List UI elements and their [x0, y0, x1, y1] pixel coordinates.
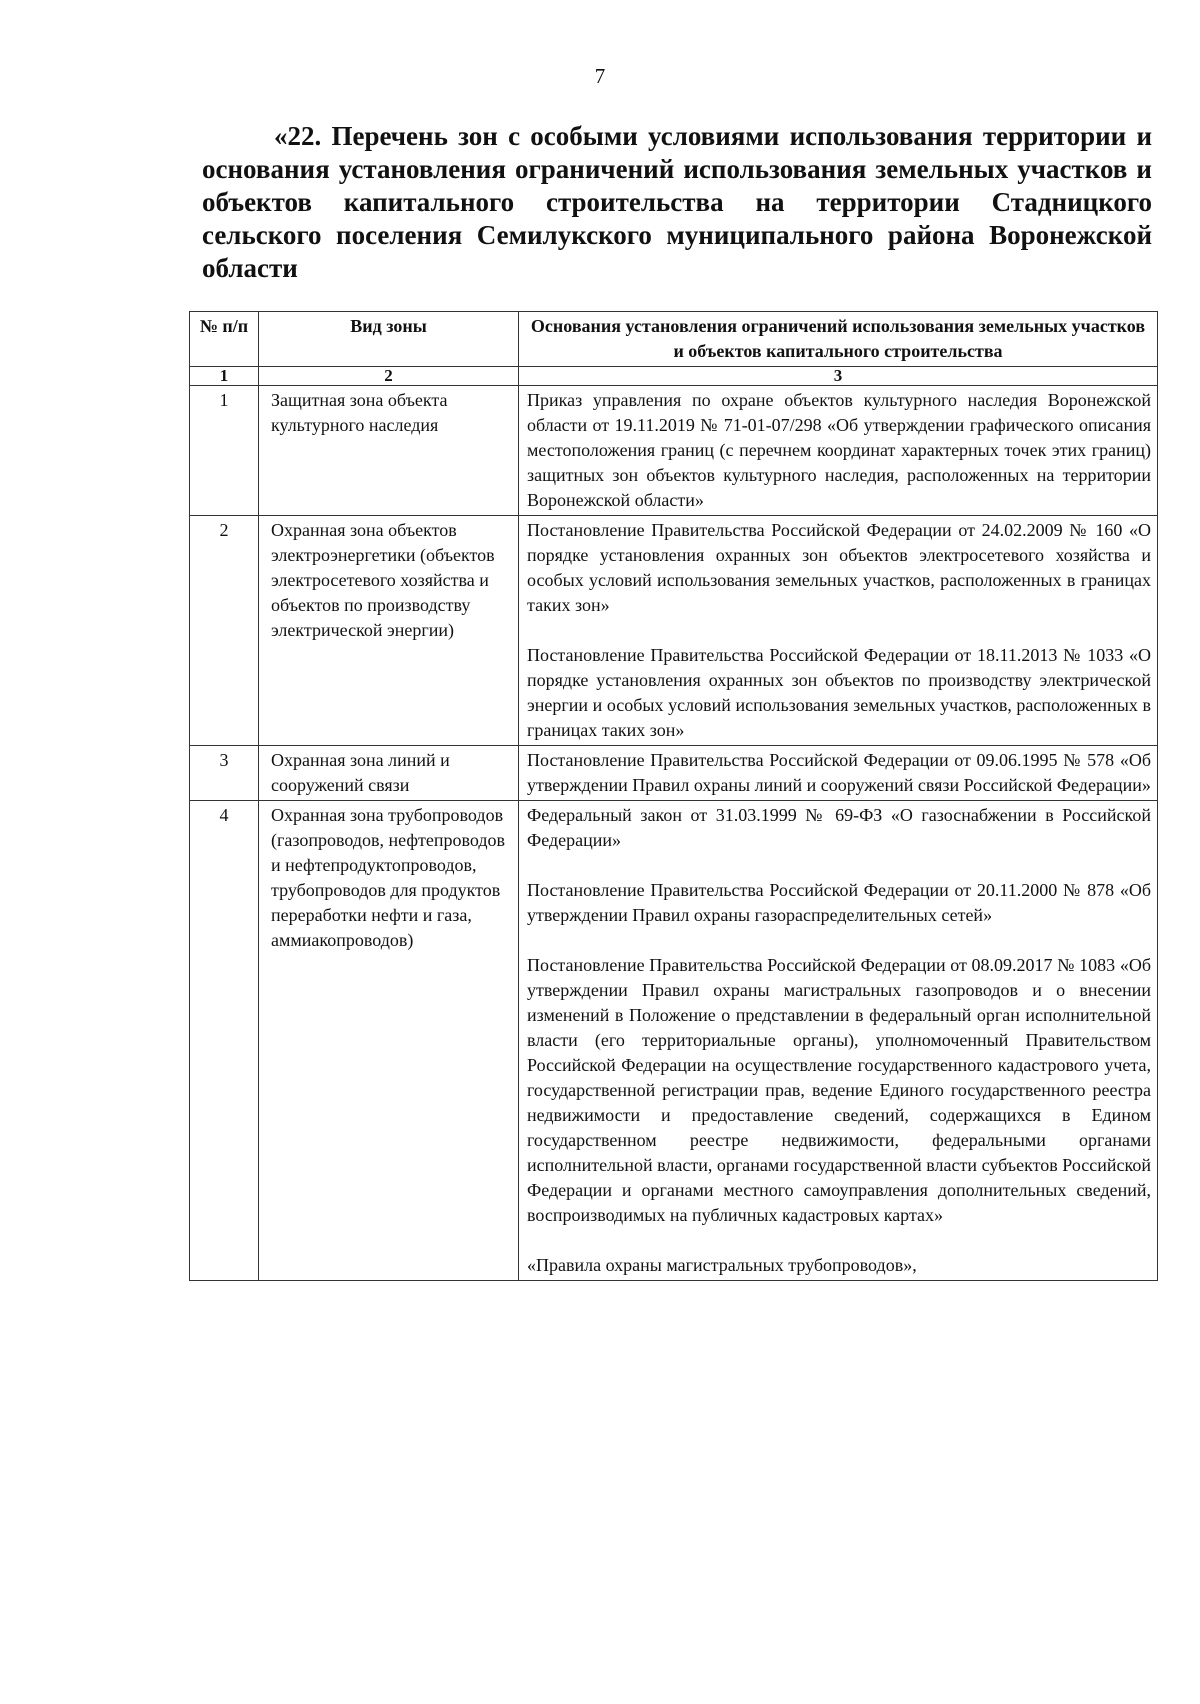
zone-basis	[519, 746, 1158, 801]
header-number: № п/п	[190, 312, 259, 367]
zone-type: Защитная зона объекта культурного наследия	[259, 386, 519, 516]
row-number: 4	[190, 801, 259, 1281]
row-number: 1	[190, 386, 259, 516]
basis-paragraph: Постановление Правительства Российской Федерации от 18.11.2013 № 1033 «О порядке установления охранных зон объектов по производству электрической энергии и особых условий использования земельных участков, расположенных в границах таких зон»	[527, 645, 1151, 740]
zones-table	[189, 311, 1158, 1281]
basis-paragraph: Постановление Правительства Российской Федерации от 08.09.2017 № 1083 «Об утверждении Правил охраны магистральных газопроводов и о внесении изменений в Положение о представлении в федеральный орган исполнительной власти (его территориальные органы), уполномоченный Правительством Российской Федерации на осуществление государственного кадастрового учета, государственной регистрации прав, ведение Единого государственного реестра недвижимости и предоставление сведений, содержащихся в Едином государственном реестре недвижимости, федеральными органами исполнительной власти, органами государственной власти субъектов Российской Федерации и органами местного самоуправления дополнительных сведений, воспроизводимых на публичных кадастровых картах»	[527, 955, 1151, 1225]
row-number: 3	[190, 746, 259, 801]
basis-paragraph: Постановление Правительства Российской Федерации от 20.11.2000 № 878 «Об утверждении Правил охраны газораспределительных сетей»	[527, 880, 1151, 925]
zone-basis	[519, 516, 1158, 746]
table-row	[190, 386, 1158, 516]
column-number: 1	[190, 367, 259, 386]
header-zone-type: Вид зоны	[259, 312, 519, 367]
zone-type: Охранная зона трубопроводов (газопроводов, нефтепроводов и нефтепродуктопроводов, трубопроводов для продуктов переработки нефти и газа, аммиакопроводов)	[259, 801, 519, 1281]
zone-type: Охранная зона линий и сооружений связи	[259, 746, 519, 801]
table-row	[190, 801, 1158, 1281]
column-number: 3	[519, 367, 1158, 386]
column-number: 2	[259, 367, 519, 386]
row-number: 2	[190, 516, 259, 746]
basis-paragraph: Федеральный закон от 31.03.1999 № 69-ФЗ «О газоснабжении в Российской Федерации»	[527, 805, 1151, 850]
table-row	[190, 516, 1158, 746]
column-number-row	[190, 367, 1158, 386]
zone-basis	[519, 801, 1158, 1281]
zone-type: Охранная зона объектов электроэнергетики (объектов электросетевого хозяйства и объектов по производству электрической энергии)	[259, 516, 519, 746]
basis-paragraph: Приказ управления по охране объектов культурного наследия Воронежской области от 19.11.2019 № 71-01-07/298 «Об утверждении графического описания местоположения границ (с перечнем координат характерных точек этих границ) защитных зон объектов культурного наследия, расположенных на территории Воронежской области»	[527, 390, 1151, 510]
basis-paragraph: Постановление Правительства Российской Федерации от 09.06.1995 № 578 «Об утверждении Правил охраны линий и сооружений связи Российской Федерации»	[527, 750, 1151, 795]
basis-paragraph: «Правила охраны магистральных трубопроводов»,	[527, 1255, 917, 1275]
header-basis: Основания установления ограничений использования земельных участков и объектов капитального строительства	[519, 312, 1158, 367]
table-header-row	[190, 312, 1158, 367]
zone-basis	[519, 386, 1158, 516]
page-number: 7	[594, 64, 606, 88]
basis-paragraph: Постановление Правительства Российской Федерации от 24.02.2009 № 160 «О порядке установления охранных зон объектов электросетевого хозяйства и особых условий использования земельных участков, расположенных в границах таких зон»	[527, 520, 1151, 615]
table-row	[190, 746, 1158, 801]
section-heading: «22. Перечень зон с особыми условиями использования территории и основания установления ограничений использования земельных участков и объектов капитального строительства на территории Стадницкого сельского поселения Семилукского муниципального района Воронежской области	[202, 121, 1152, 283]
